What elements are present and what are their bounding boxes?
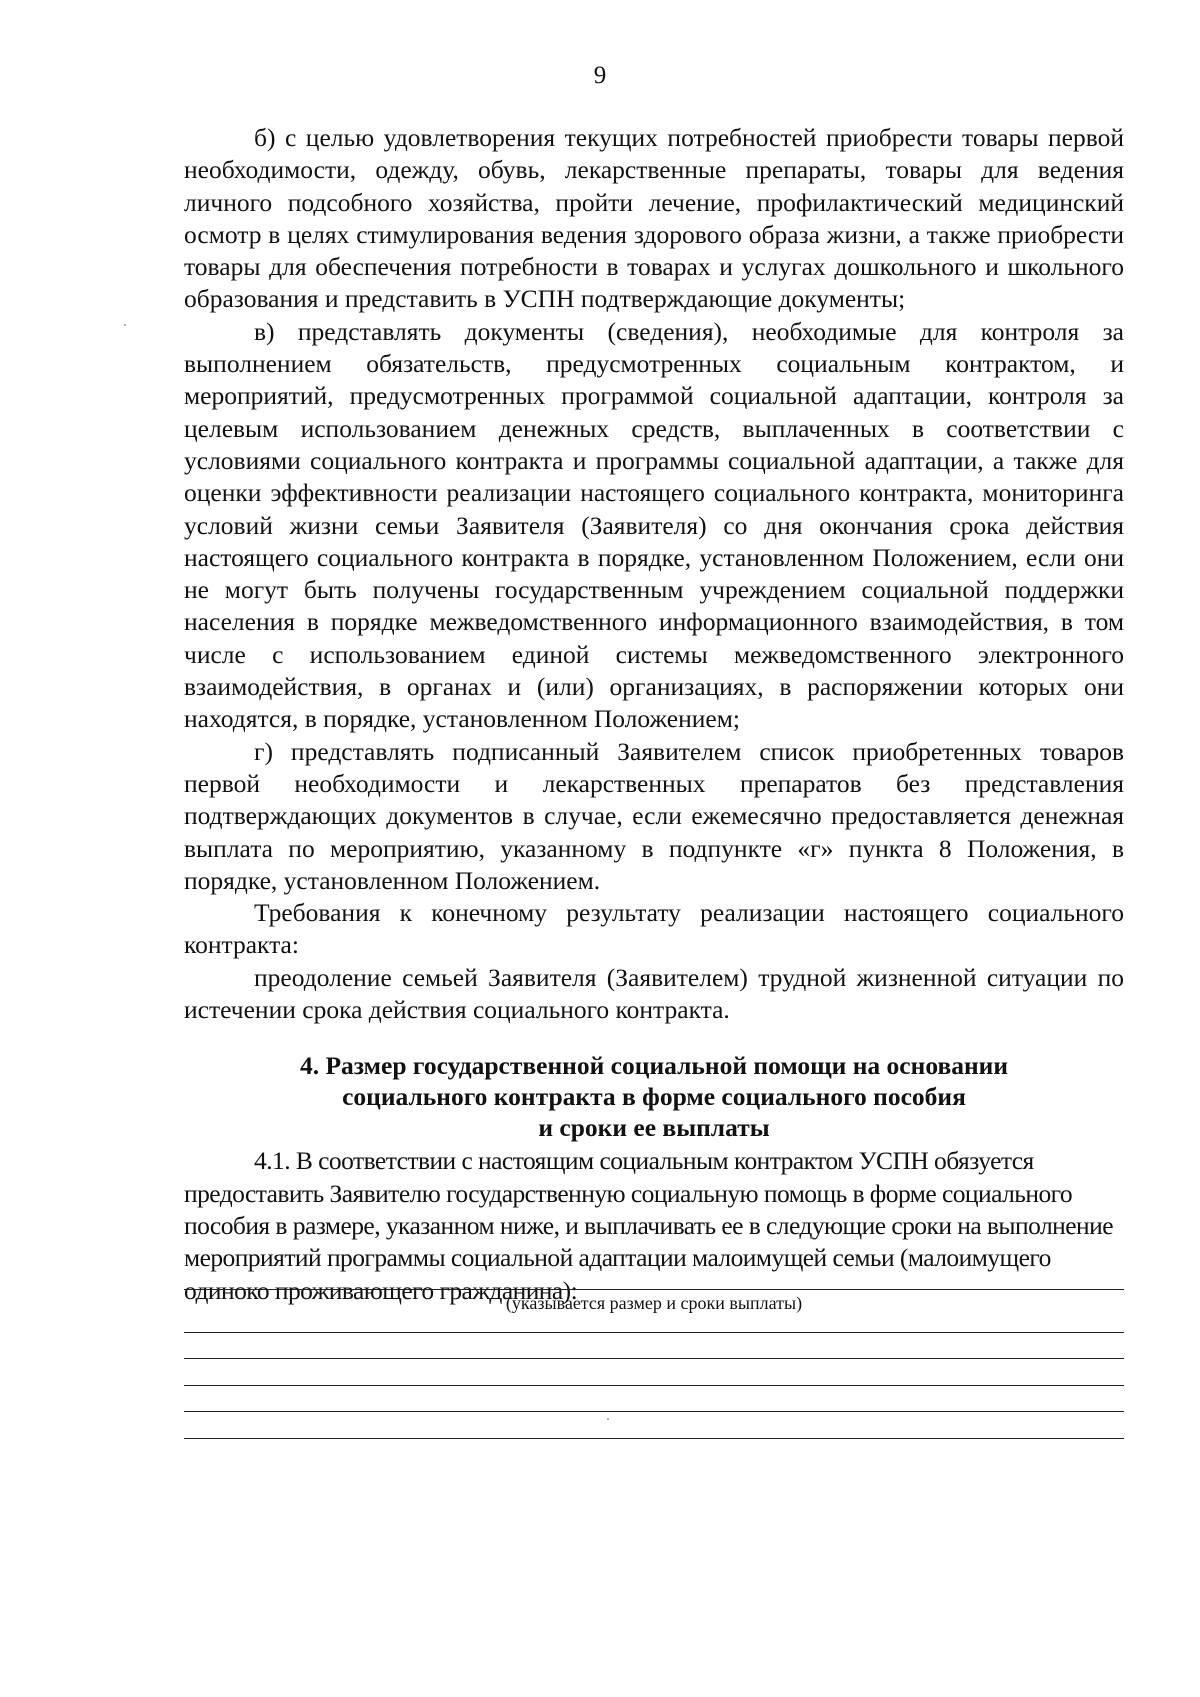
blank-line [184,1411,1124,1412]
paragraph-b: б) с целью удовлетворения текущих потребностей приобрести товары первой необходимости, одежду, обувь, лекарственные препараты, товары для ведения личного подсобного хозяйства, пройти лечение, профилактический медицинский осмотр в целях стимулирования ведения здорового образа жизни, а также приобрести товары для обеспечения потребности в товарах и услугах дошкольного и школьного образования и представить в УСПН подтверждающие документы; [184,123,1124,314]
paragraph-4-1: 4.1. В соответствии с настоящим социальным контрактом УСПН обязуется предоставить Заявителю государственную социальную помощь в форме социального пособия в размере, указанном ниже, и выплачивать ее в следующие сроки на выполнение мероприятий программы социальной адаптации малоимущей семьи (малоимущего одиноко проживающего гражданина): [184,1146,1113,1305]
blank-line [184,1332,1124,1333]
blank-caption: (указывается размер и сроки выплаты) [505,1293,803,1313]
section-4-title-line-3: и сроки ее выплаты [538,1113,770,1143]
blank-line [184,1385,1124,1386]
blank-line [184,1289,1124,1290]
blank-line [184,1438,1124,1439]
paragraph-result: преодоление семьей Заявителя (Заявителем) трудной жизненной ситуации по истечении срока действия социального контракта. [184,962,1124,1025]
scan-speck [607,1418,609,1420]
section-4-title-line-1: 4. Размер государственной социальной помощи на основании [299,1051,1009,1081]
paragraph-requirements: Требования к конечному результату реализации настоящего социального контракта: [184,898,1124,960]
paragraph-v: в) представлять документы (сведения), необходимые для контроля за выполнением обязательств, предусмотренных социальным контрактом, и мероприятий, предусмотренных программой социальной адаптации, контроля за целевым использованием денежных средств, выплаченных в соответствии с условиями социального контракта и программы социальной адаптации, а также для оценки эффективности реализации настоящего социального контракта, мониторинга условий жизни семьи Заявителя (Заявителя) со дня окончания срока действия настоящего социального контракта в порядке, установленном Положением, если они не могут быть получены государственным учреждением социальной поддержки населения в порядке межведомственного информационного взаимодействия, в том числе с использованием единой системы межведомственного электронного взаимодействия, в органах и (или) организациях, в распоряжении которых они находятся, в порядке, установленном Положением; [184,316,1124,734]
paragraph-g: г) представлять подписанный Заявителем список приобретенных товаров первой необходимости и лекарственных препаратов без представления подтверждающих документов в случае, если ежемесячно предоставляется денежная выплата по мероприятию, указанному в подпункте «г» пункта 8 Положения, в порядке, установленном Положением. [184,736,1124,895]
blank-line [184,1358,1124,1359]
page-number: 9 [593,62,607,89]
blank-fill-area [184,0,1124,1697]
scan-speck [124,324,126,326]
section-4-title-line-2: социального контракта в форме социального пособия [342,1082,966,1112]
